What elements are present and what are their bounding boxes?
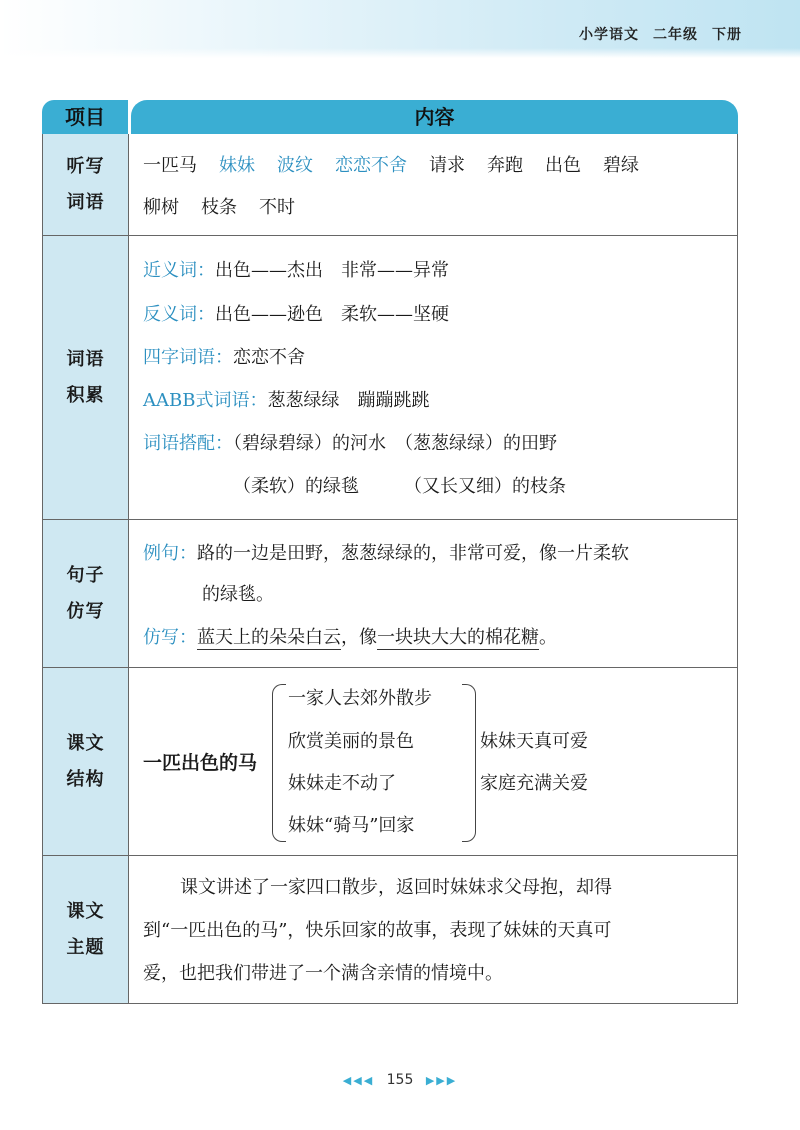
- left-arrows-icon: ◀◀◀: [342, 1074, 375, 1087]
- header-subject: 小学语文: [579, 27, 639, 43]
- collocation-line-1: 词语搭配：（碧绿碧绿）的河水 （葱葱绿绿）的田野: [143, 433, 557, 454]
- structure-event: 妹妹走不动了: [288, 773, 396, 794]
- structure-theme: 妹妹天真可爱: [480, 731, 588, 752]
- structure-event: 妹妹“骑马”回家: [288, 815, 415, 836]
- example-line-2: 的绿毯。: [202, 584, 274, 605]
- row-content: [130, 134, 737, 235]
- row-content: [130, 668, 737, 855]
- theme-line: 课文讲述了一家四口散步，返回时妹妹求父母抱，却得: [180, 877, 612, 898]
- header-volume: 下册: [712, 27, 742, 43]
- row-content: [130, 236, 737, 519]
- page-footer: [0, 1072, 800, 1088]
- imitation-line: 仿写：蓝天上的朵朵白云，像一块块大大的棉花糖。: [143, 627, 557, 648]
- row-label: 课文 结构: [43, 668, 129, 855]
- structure-event: 一家人去郊外散步: [288, 688, 432, 709]
- imitation-blank-2: 一块块大大的棉花糖: [377, 627, 539, 648]
- row-label: 词语 积累: [43, 236, 129, 519]
- row-label: 句子 仿写: [43, 520, 129, 667]
- example-line-1: 例句：路的一边是田野，葱葱绿绿的，非常可爱，像一片柔软: [143, 543, 629, 564]
- structure-title: 一匹出色的马: [143, 752, 258, 774]
- antonyms-line: 反义词：出色——逊色 柔软——坚硬: [143, 304, 449, 325]
- row-content: [130, 856, 737, 1003]
- theme-line: 爱，也把我们带进了一个满含亲情的情境中。: [143, 963, 503, 984]
- dictation-line-1: 一匹马 妹妹 波纹 恋恋不舍 请求 奔跑 出色 碧绿: [143, 155, 639, 176]
- row-sentence: [42, 520, 738, 668]
- right-arrows-icon: ▶▶▶: [425, 1074, 458, 1087]
- page-number: 155: [386, 1072, 414, 1088]
- row-content: [130, 520, 737, 667]
- theme-line: 到“一匹出色的马”，快乐回家的故事，表现了妹妹的天真可: [143, 920, 612, 941]
- imitation-blank-1: 蓝天上的朵朵白云: [197, 627, 341, 648]
- row-theme: [42, 856, 738, 1004]
- row-structure: [42, 668, 738, 856]
- collocation-line-2: （柔软）的绿毯 （又长又细）的枝条: [233, 476, 566, 497]
- book-header: [565, 24, 742, 44]
- summary-table: [42, 100, 738, 1004]
- aabb-line: AABB式词语：葱葱绿绿 蹦蹦跳跳: [143, 390, 430, 411]
- row-label: 课文 主题: [43, 856, 129, 1003]
- header-grade: 二年级: [653, 27, 698, 43]
- right-brace: [462, 684, 476, 842]
- header-item: 项目: [42, 100, 128, 134]
- structure-event: 欣赏美丽的景色: [288, 731, 414, 752]
- left-brace: [272, 684, 286, 842]
- header-content: 内容: [131, 100, 738, 134]
- row-label: 听写 词语: [43, 134, 129, 235]
- row-vocab: [42, 236, 738, 520]
- row-dictation: [42, 134, 738, 236]
- four-char-line: 四字词语：恋恋不舍: [143, 347, 305, 368]
- dictation-line-2: 柳树 枝条 不时: [143, 197, 295, 218]
- table-header: [42, 100, 738, 134]
- structure-theme: 家庭充满关爱: [480, 773, 588, 794]
- synonyms-line: 近义词：出色——杰出 非常——异常: [143, 260, 449, 281]
